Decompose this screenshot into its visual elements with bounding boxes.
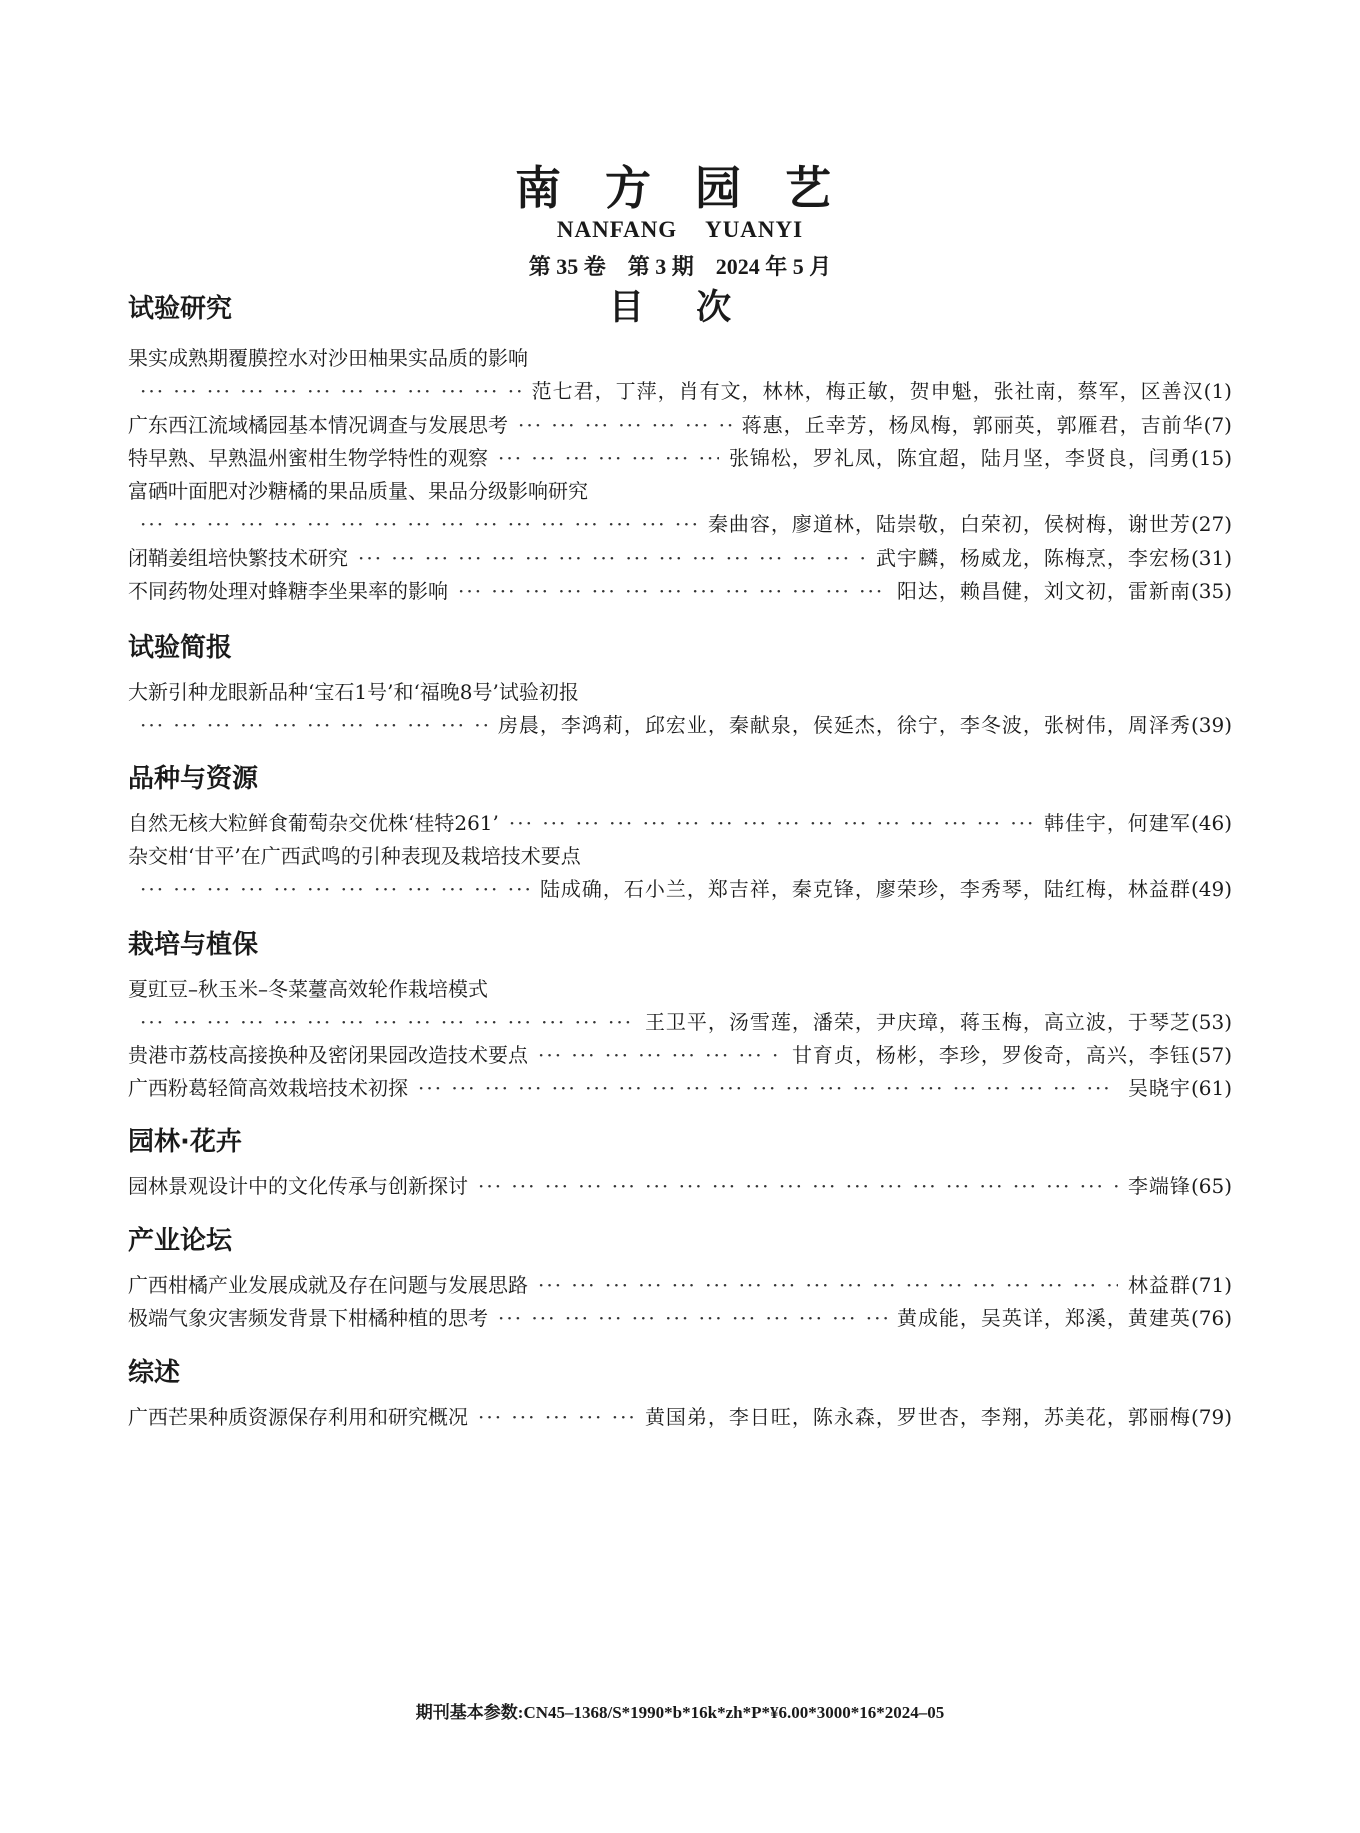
article-title: 不同药物处理对蜂糖李坐果率的影响 <box>128 579 448 603</box>
article-page: (1) <box>1203 379 1232 403</box>
article-entry[interactable] <box>128 409 1232 441</box>
article-page: (27) <box>1190 512 1232 536</box>
section-title: 品种与资源 <box>128 764 259 794</box>
article-authors: 陆成确，石小兰，郑吉祥，秦克锋，廖荣珍，李秀琴，陆红梅，林益群 <box>539 877 1191 901</box>
article-title: 夏豇豆–秋玉米–冬菜薹高效轮作栽培模式 <box>128 977 488 1001</box>
article-title: 自然无核大粒鲜食葡萄杂交优株‘桂特261’ <box>128 811 499 835</box>
article-title: 广西柑橘产业发展成就及存在问题与发展思路 <box>128 1273 528 1297</box>
article-entry[interactable] <box>128 1170 1232 1202</box>
leader-dots <box>509 807 1034 839</box>
section-title: 试验简报 <box>128 633 233 663</box>
leader-dots <box>478 1401 635 1433</box>
section-title: 试验研究 <box>128 294 233 324</box>
article-entry[interactable] <box>128 1072 1232 1104</box>
article-entry[interactable] <box>128 807 1232 839</box>
toc-page <box>128 0 1232 1833</box>
article-page: (57) <box>1190 1043 1232 1067</box>
article-page: (76) <box>1190 1306 1232 1330</box>
section-title: 产业论坛 <box>128 1226 233 1256</box>
article-authors: 秦曲容，廖道林，陆崇敬，白荣初，侯树梅，谢世芳 <box>707 512 1191 536</box>
leader-dots <box>358 542 866 574</box>
leader-dots <box>458 575 887 607</box>
article-page: (15) <box>1190 446 1232 470</box>
article-title: 广东西江流域橘园基本情况调查与发展思考 <box>128 413 508 437</box>
article-page: (79) <box>1190 1405 1232 1429</box>
toc-heading: 目 次 <box>608 288 752 328</box>
issue-info: 第 35 卷 第 3 期 2024 年 5 月 <box>528 254 832 279</box>
article-page: (53) <box>1190 1010 1232 1034</box>
article-byline <box>128 709 1232 741</box>
article-authors: 张锦松，罗礼凤，陈宜超，陆月坚，李贤良，闫勇 <box>728 446 1191 470</box>
article-title: 杂交柑‘甘平’在广西武鸣的引种表现及栽培技术要点 <box>128 844 581 868</box>
article-authors: 黄成能，吴英详，郑溪，黄建英 <box>896 1306 1191 1330</box>
article-authors: 武宇麟，杨威龙，陈梅烹，李宏杨 <box>875 546 1191 570</box>
section-title: 栽培与植保 <box>128 930 259 960</box>
article-entry[interactable] <box>128 973 1232 1005</box>
article-authors: 黄国弟，李日旺，陈永森，罗世杏，李翔，苏美花，郭丽梅 <box>644 1405 1191 1429</box>
article-title: 大新引种龙眼新品种‘宝石1号’和‘福晚8号’试验初报 <box>128 680 579 704</box>
article-authors: 甘育贞，杨彬，李珍，罗俊奇，高兴，李钰 <box>791 1043 1191 1067</box>
leader-dots <box>498 442 719 474</box>
article-authors: 韩佳宇，何建军 <box>1043 811 1191 835</box>
article-page: (65) <box>1190 1174 1232 1198</box>
section-title: 园林·花卉 <box>128 1127 242 1157</box>
article-byline <box>128 1006 1232 1038</box>
article-byline <box>128 873 1232 905</box>
journal-title: 南 方 园 艺 <box>514 161 846 215</box>
article-entry[interactable] <box>128 342 1232 374</box>
article-entry[interactable] <box>128 1302 1232 1334</box>
article-entry[interactable] <box>128 475 1232 507</box>
section-title: 综述 <box>128 1358 181 1388</box>
article-title: 广西芒果种质资源保存利用和研究概况 <box>128 1405 468 1429</box>
article-authors: 王卫平，汤雪莲，潘荣，尹庆璋，蒋玉梅，高立波，于琴芝 <box>644 1010 1191 1034</box>
article-entry[interactable] <box>128 840 1232 872</box>
article-entry[interactable] <box>128 542 1232 574</box>
article-title: 果实成熟期覆膜控水对沙田柚果实品质的影响 <box>128 346 528 370</box>
leader-dots <box>140 508 698 540</box>
journal-parameters: 期刊基本参数:CN45–1368/S*1990*b*16k*zh*P*¥6.00*3000*16*2024–05 <box>415 1703 945 1722</box>
article-entry[interactable] <box>128 1269 1232 1301</box>
leader-dots <box>538 1269 1118 1301</box>
leader-dots <box>140 873 530 905</box>
article-page: (46) <box>1190 811 1232 835</box>
journal-subtitle: NANFANG YUANYI <box>556 217 804 242</box>
leader-dots <box>478 1170 1118 1202</box>
article-authors: 李端锋 <box>1127 1174 1191 1198</box>
article-page: (49) <box>1190 877 1232 901</box>
article-authors: 房晨，李鸿莉，邱宏业，秦献泉，侯延杰，徐宁，李冬波，张树伟，周泽秀 <box>497 713 1191 737</box>
article-entry[interactable] <box>128 1039 1232 1071</box>
article-title: 贵港市荔枝高接换种及密闭果园改造技术要点 <box>128 1043 528 1067</box>
leader-dots <box>498 1302 887 1334</box>
article-page: (7) <box>1203 413 1232 437</box>
article-title: 闭鞘姜组培快繁技术研究 <box>128 546 348 570</box>
article-authors: 阳达，赖昌健，刘文初，雷新南 <box>896 579 1191 603</box>
article-entry[interactable] <box>128 575 1232 607</box>
article-authors: 吴晓宇 <box>1127 1076 1191 1100</box>
article-page: (61) <box>1190 1076 1232 1100</box>
article-byline <box>128 375 1232 407</box>
article-title: 广西粉葛轻简高效栽培技术初探 <box>128 1076 408 1100</box>
article-entry[interactable] <box>128 1401 1232 1433</box>
article-authors: 林益群 <box>1127 1273 1191 1297</box>
article-page: (39) <box>1190 713 1232 737</box>
article-entry[interactable] <box>128 442 1232 474</box>
article-authors: 范七君，丁萍，肖有文，林林，梅正敏，贺申魁，张社南，蔡军，区善汉 <box>531 379 1204 403</box>
article-title: 特早熟、早熟温州蜜柑生物学特性的观察 <box>128 446 488 470</box>
leader-dots <box>518 409 732 441</box>
article-byline <box>128 508 1232 540</box>
article-authors: 蒋惠，丘幸芳，杨凤梅，郭丽英，郭雁君，吉前华 <box>741 413 1204 437</box>
leader-dots <box>140 709 488 741</box>
article-title: 园林景观设计中的文化传承与创新探讨 <box>128 1174 468 1198</box>
article-title: 富硒叶面肥对沙糖橘的果品质量、果品分级影响研究 <box>128 479 588 503</box>
leader-dots <box>140 375 522 407</box>
article-page: (35) <box>1190 579 1232 603</box>
leader-dots <box>418 1072 1118 1104</box>
article-page: (31) <box>1190 546 1232 570</box>
leader-dots <box>140 1006 635 1038</box>
leader-dots <box>538 1039 782 1071</box>
article-page: (71) <box>1190 1273 1232 1297</box>
article-entry[interactable] <box>128 676 1232 708</box>
article-title: 极端气象灾害频发背景下柑橘种植的思考 <box>128 1306 488 1330</box>
